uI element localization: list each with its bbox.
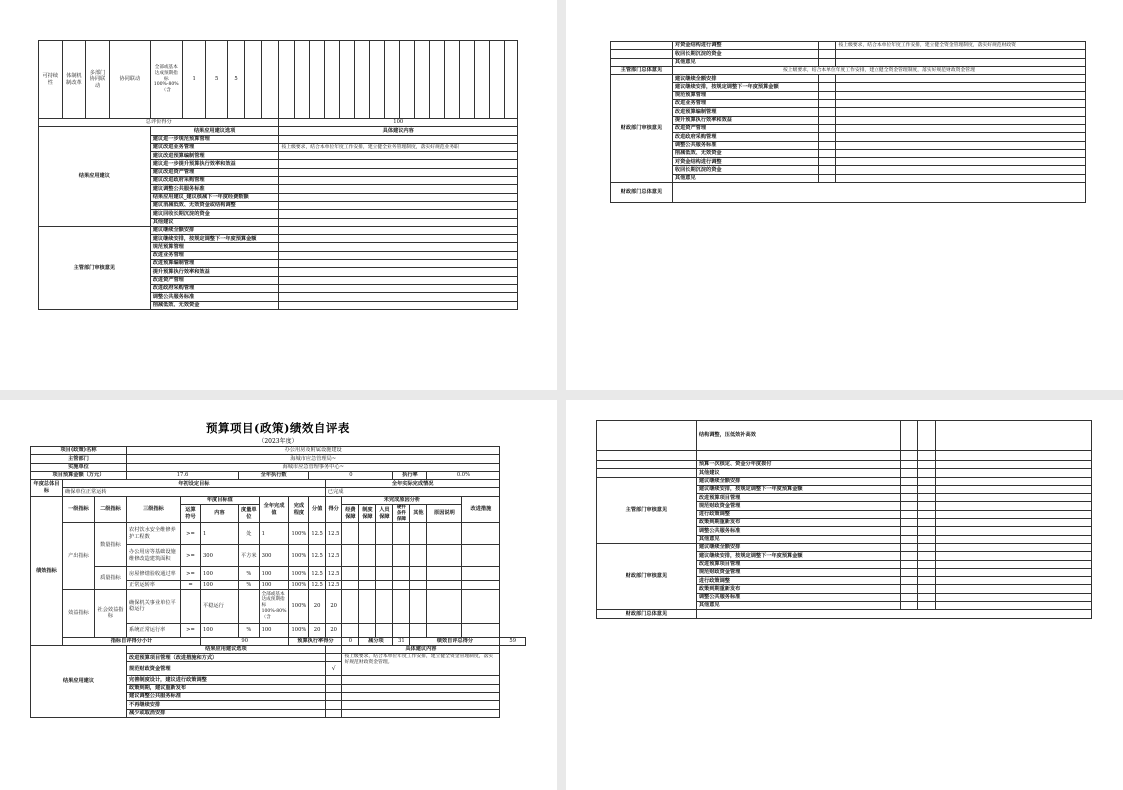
annual-goal-label: 年度总体目标 — [31, 480, 63, 497]
header-cell-reform: 体制机制改革 — [62, 41, 86, 119]
indicator-done: 100 — [259, 567, 289, 581]
header-cell-multidept: 多部门协同联动 — [86, 41, 110, 119]
form-year: （2023年度） — [258, 438, 298, 445]
finance-summary-label: 财政部门总体意见 — [611, 183, 673, 203]
finance-item: 削减低效、无效资金 — [672, 149, 818, 157]
self-total-label: 绩效自评总得分 — [410, 637, 500, 645]
selected-check-icon: √ — [325, 662, 342, 676]
self-total-value: 59 — [500, 637, 526, 645]
p3-result-item: 减少或取消安排 — [127, 709, 326, 717]
col-score: 分值 — [309, 496, 326, 523]
indicator-unit: % — [239, 623, 260, 637]
dept-review-label: 主管部门审核意见 — [39, 226, 151, 309]
dept-item: 规范预算管理 — [150, 243, 279, 251]
deduct-value: 31 — [393, 637, 410, 645]
indicator-got: 12.5 — [325, 581, 342, 589]
col-r4: 硬件条件保障 — [393, 505, 410, 523]
perf-indicator-label: 绩效指标 — [31, 496, 63, 645]
exec-score-value: 0 — [342, 637, 359, 645]
indicator-degree: 100% — [289, 581, 309, 589]
indicator-score: 12.5 — [309, 581, 326, 589]
indicator-score: 20 — [309, 623, 326, 637]
indicator-op: >= — [181, 623, 201, 637]
indicator-score: 12.5 — [309, 523, 326, 545]
exec-num-label: 全年执行数 — [239, 471, 309, 479]
p3-result-item: 政策到期，建议重新发布 — [127, 684, 326, 692]
qty-indicator: 数量指标 — [95, 523, 127, 567]
p4-finance-item: 改进预算项目管理 — [696, 560, 900, 568]
budget-value: 17.6 — [127, 471, 239, 479]
result-item: 建议改进预算编制管理 — [150, 152, 279, 160]
indicator-got: 20 — [325, 623, 342, 637]
dept-label: 主管部门 — [31, 455, 127, 463]
p4-finance-item: 调整公共服务标准 — [696, 593, 900, 601]
option-header: 结果应用建议选项 — [150, 127, 279, 135]
p3-option-header: 结果应用建议选项 — [127, 645, 326, 653]
result-item: 建议进一步规范预算管理 — [150, 135, 279, 143]
dept-item: 调整公共服务标准 — [150, 293, 279, 301]
dept-summary-label: 主管部门总体意见 — [611, 66, 673, 74]
indicator-unit: % — [239, 567, 260, 581]
p4-finance-item: 建议继续全额安排 — [696, 543, 900, 551]
budget-label: 项目预算金额（万元） — [31, 471, 127, 479]
p3-result-label: 结果应用建议 — [31, 645, 127, 717]
page4-table — [596, 420, 1092, 619]
page-1 — [0, 0, 557, 390]
indicator-degree: 100% — [289, 567, 309, 581]
col-degree: 完成程度 — [289, 496, 309, 523]
col-r2: 制度保障 — [359, 505, 376, 523]
header-cell-sustainability: 可持续性 — [39, 41, 63, 119]
exec-num-value: 0 — [309, 471, 393, 479]
p3-result-item: 建议调整公共服务标准 — [127, 693, 326, 701]
dept-value: 海城市应急管理局~ — [127, 455, 500, 463]
result-item: 建议回收长期沉淀的资金 — [150, 210, 279, 218]
indicator-unit: 处 — [239, 523, 260, 545]
p4-dept-item: 政策到期重新发布 — [696, 519, 900, 527]
exec-rate-label: 执行率 — [393, 471, 427, 479]
output-indicator: 产出指标 — [63, 523, 95, 589]
header-cell-got: 5 — [227, 41, 244, 119]
result-item: 建议进一步提升预算执行效率和效益 — [150, 160, 279, 168]
top-content: 按上级要求，结合本单位年度工作安排，建立健全资金管理制度，落实好规范财政资 — [836, 42, 1086, 50]
dept-item: 改进业务管理 — [150, 251, 279, 259]
page-3 — [0, 400, 557, 790]
finance-item: 改进资产管理 — [672, 124, 818, 132]
dept-item: 改进政府采购管理 — [150, 284, 279, 292]
indicator-done: 100 — [259, 581, 289, 589]
p3-content-header: 具体建议内容 — [342, 645, 500, 653]
header-cell-score: 5 — [206, 41, 227, 119]
col-target: 年度目标值 — [181, 496, 260, 504]
indicator-got: 12.5 — [325, 567, 342, 581]
finance-item: 收回长期沉淀的资金 — [672, 166, 818, 174]
indicator-content: 平稳运行 — [201, 589, 239, 623]
top-item: 收回长期沉淀的资金 — [672, 50, 818, 58]
plan-goal-label: 年初设定目标 — [63, 480, 326, 488]
col-content: 内容 — [201, 505, 239, 523]
p3-result-item: 规范财政资金管理 — [127, 662, 326, 676]
finance-item: 提升预算执行效率和效益 — [672, 116, 818, 124]
p3-result-content: 按上级要求，结合本单位年度工作安排，建立健全资金管理制度，落实好规范财政资金管理。 — [342, 654, 500, 676]
indicator-unit: % — [239, 581, 260, 589]
page1-table — [38, 40, 518, 310]
actual-goal-text: 已完成 — [325, 488, 500, 496]
p4-dept-item: 其他意见 — [696, 535, 900, 543]
result-item: 建议消减低效、无效资金或结构调整 — [150, 201, 279, 209]
p4-finance-summary-label: 财政部门总体意见 — [597, 610, 697, 618]
indicator-content: 100 — [201, 581, 239, 589]
indicator-score: 12.5 — [309, 567, 326, 581]
p4-top-item: 预算一次核定、资金分年度拨付 — [696, 461, 900, 469]
indicator-done: 全部或基本达成预期指标100%-80%（含 — [259, 589, 289, 623]
indicator-done: 300 — [259, 545, 289, 567]
indicator-content: 100 — [201, 623, 239, 637]
dept-item: 改进资产管理 — [150, 276, 279, 284]
col-r6: 原因说明 — [427, 505, 462, 523]
indicator-done: 100 — [259, 623, 289, 637]
subtotal-value: 90 — [201, 637, 289, 645]
indicator-name: 系统正常运行率 — [127, 623, 181, 637]
p4-dept-review-label: 主管部门审核意见 — [597, 477, 697, 543]
dept-item: 建议继续安排，按规定调整下一年度预算金额 — [150, 235, 279, 243]
result-item: 建议改进业务管理 — [150, 143, 279, 151]
indicator-name: 农村饮水安全维修养护工程数 — [127, 523, 181, 545]
indicator-content: 100 — [201, 567, 239, 581]
top-item: 对资金结构进行调整 — [672, 42, 818, 50]
indicator-degree: 100% — [289, 523, 309, 545]
result-item: 建议改进政府采购管理 — [150, 177, 279, 185]
col-done: 全年完成值 — [259, 496, 289, 523]
dept-item: 削减低效、无效资金 — [150, 301, 279, 309]
indicator-score: 12.5 — [309, 545, 326, 567]
dept-item: 提升预算执行效率和效益 — [150, 268, 279, 276]
indicator-degree: 100% — [289, 623, 309, 637]
col-level3: 三级指标 — [127, 496, 181, 523]
indicator-op: >= — [181, 567, 201, 581]
finance-item: 对资金结构进行调整 — [672, 158, 818, 166]
finance-item: 建议继续安排，按规定调整下一年度预算金额 — [672, 83, 818, 91]
result-content: 按上级要求，结合本单位年度工作安排，建立健全业务管理制度，落实好规范业务职 — [279, 143, 518, 151]
p4-finance-item: 政策到期重新发布 — [696, 585, 900, 593]
finance-item: 其他意见 — [672, 174, 818, 182]
project-name-label: 项目(政策)名称 — [31, 447, 127, 455]
result-suggestion-label: 结果应用建议 — [39, 127, 151, 227]
p4-top-item: 结构调整，压低效补高效 — [696, 421, 900, 451]
subtotal-label: 指标自评得分小计 — [63, 637, 201, 645]
col-unit: 度量单位 — [239, 505, 260, 523]
header-cell-achievement: 全部或基本达成预期指标100%-80%（含 — [150, 41, 182, 119]
p4-dept-item: 建议继续全额安排 — [696, 477, 900, 485]
result-item: 结果应用建议_建议核减下一年度经费数额 — [150, 193, 279, 201]
page-2 — [566, 0, 1123, 390]
p4-dept-item: 进行政策调整 — [696, 510, 900, 518]
dept-summary-text: 按上级要求，结合本单位年度工作安排，建立健全资金管理制度，落实好规范财政资金管理 — [672, 66, 1085, 74]
indicator-name: 办公用房等基础设施维修改造建筑面积 — [127, 545, 181, 567]
quality-indicator: 质量指标 — [95, 567, 127, 589]
col-fix: 改进措施 — [462, 496, 500, 523]
exec-rate-value: 0.0% — [427, 471, 500, 479]
result-item: 其他建议 — [150, 218, 279, 226]
finance-item: 建议继续全额安排 — [672, 75, 818, 83]
p4-dept-item: 改进预算项目管理 — [696, 494, 900, 502]
indicator-degree: 100% — [289, 545, 309, 567]
col-level1: 一级指标 — [63, 496, 95, 523]
header-cell-weight: 1 — [182, 41, 206, 119]
indicator-op: = — [181, 581, 201, 589]
p4-finance-item: 其他意见 — [696, 602, 900, 610]
col-level2: 二级指标 — [95, 496, 127, 523]
indicator-content: 300 — [201, 545, 239, 567]
p3-result-item: 不再继续安排 — [127, 701, 326, 709]
total-score-value: 100 — [279, 119, 518, 127]
col-op: 运算符号 — [181, 505, 201, 523]
unit-value: 海城市应急管理事务中心~ — [127, 463, 500, 471]
p4-finance-item: 进行政策调整 — [696, 577, 900, 585]
result-item: 建议改进资产管理 — [150, 168, 279, 176]
indicator-content: 1 — [201, 523, 239, 545]
indicator-unit: 平方米 — [239, 545, 260, 567]
p4-finance-review-label: 财政部门审核意见 — [597, 543, 697, 609]
p4-dept-item: 规范财政资金管理 — [696, 502, 900, 510]
indicator-unit — [239, 589, 260, 623]
p3-result-item: 完善制度设计，建议进行政策调整 — [127, 676, 326, 684]
indicator-got: 12.5 — [325, 545, 342, 567]
plan-goal-text: 确保单位正常运转 — [63, 488, 326, 496]
col-got: 得分 — [325, 496, 342, 523]
col-r1: 经费保障 — [342, 505, 359, 523]
p4-finance-item: 规范财政资金管理 — [696, 568, 900, 576]
form-title: 预算项目(政策)绩效自评表 — [206, 421, 350, 435]
result-item: 建议调整公共服务标准 — [150, 185, 279, 193]
indicator-op — [181, 589, 201, 623]
dept-item: 改进预算编制管理 — [150, 260, 279, 268]
dept-item: 建议继续全额安排 — [150, 226, 279, 234]
finance-item: 改进业务管理 — [672, 100, 818, 108]
finance-review-label: 财政部门审核意见 — [611, 75, 673, 183]
finance-item: 规范预算管理 — [672, 91, 818, 99]
indicator-done: 1 — [259, 523, 289, 545]
total-score-label: 总评价得分 — [39, 119, 279, 127]
unit-label: 实施单位 — [31, 463, 127, 471]
header-cell-coordination: 协同联动 — [109, 41, 150, 119]
col-r5: 其他 — [410, 505, 427, 523]
page3-table — [30, 446, 526, 718]
project-name: 办公用房及附属设施建设 — [127, 447, 500, 455]
indicator-name: 正常运转率 — [127, 581, 181, 589]
col-reason: 未完成原因分析 — [342, 496, 462, 504]
p3-result-item: 改进预算项目管理（改进措施和方式） — [127, 654, 326, 662]
indicator-score: 20 — [309, 589, 326, 623]
col-r3: 人员保障 — [376, 505, 393, 523]
content-header: 具体建议内容 — [279, 127, 518, 135]
finance-item: 改进政府采购管理 — [672, 133, 818, 141]
indicator-degree: 100% — [289, 589, 309, 623]
indicator-op: >= — [181, 545, 201, 567]
top-item: 其他意见 — [672, 58, 818, 66]
social-indicator: 社会效益指标 — [95, 589, 127, 637]
p4-dept-item: 调整公共服务标准 — [696, 527, 900, 535]
page-4 — [566, 400, 1123, 790]
p4-finance-item: 建议继续安排，按规定调整下一年度预算金额 — [696, 552, 900, 560]
finance-item: 调整公共服务标准 — [672, 141, 818, 149]
effect-indicator: 效益指标 — [63, 589, 95, 637]
indicator-name: 房屋修缮验收通过率 — [127, 567, 181, 581]
indicator-got: 20 — [325, 589, 342, 623]
deduct-label: 减分项 — [359, 637, 393, 645]
indicator-op: >= — [181, 523, 201, 545]
p4-dept-item: 建议继续安排，按规定调整下一年度预算金额 — [696, 485, 900, 493]
finance-item: 改进预算编制管理 — [672, 108, 818, 116]
p4-top-item: 其他建议 — [696, 469, 900, 477]
page2-table — [610, 41, 1086, 203]
indicator-got: 12.5 — [325, 523, 342, 545]
actual-goal-label: 全年实际完成情况 — [325, 480, 500, 488]
exec-score-label: 预算执行率得分 — [289, 637, 342, 645]
indicator-name: 确保机关事业单位平稳运行 — [127, 589, 181, 623]
